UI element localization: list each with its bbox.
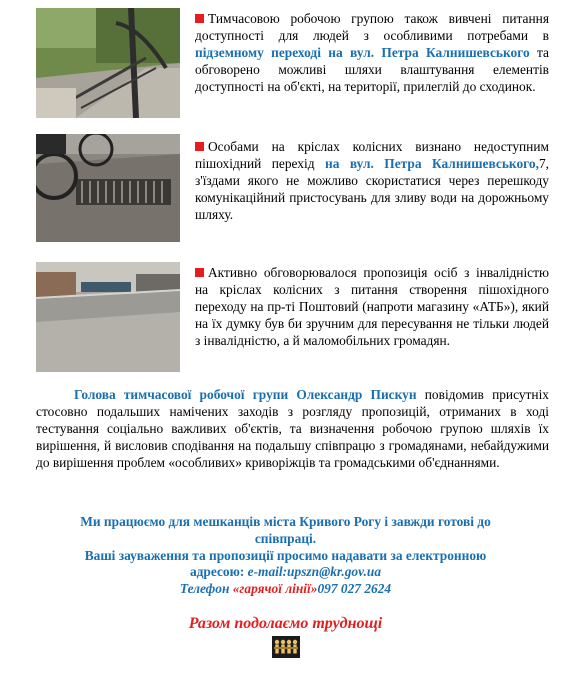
- email-prefix: адресою:: [189, 564, 248, 579]
- section-new-crossing-text: Активно обговорювалося пропозиція осіб з інвалідністю на кріслах колісних з питання створення пішохідного переходу на пр-ті Поштовий (напроти магазину «АТБ»), який на їх думку був би зручним для пересування не тільки людей з інвалідністю, а й маломобільних громадян.: [195, 265, 549, 348]
- section-underpass-text-b: та обговорено можливі шляхи влаштування елементів доступності на об'єкті, на території, прилеглій до сходинок.: [195, 45, 549, 94]
- footer-line-1: Ми працюємо для мешканців міста Кривого Рогу і завжди готові до: [80, 514, 491, 529]
- section-underpass-highlight: підземному переході на вул. Петра Калнишевського: [195, 45, 530, 60]
- section-underpass: [195, 10, 549, 95]
- drain-crossing-photo: [36, 134, 180, 242]
- red-square-bullet: [195, 14, 204, 23]
- footer-email-line: [0, 563, 571, 580]
- closing-slogan: Разом подолаємо труднощі: [188, 615, 383, 632]
- summary-head: Голова тимчасової робочої групи Олександр Пискун: [74, 387, 417, 402]
- section-drain-text-b: 7, з'їздами якого не можливо скористатися через перешкоду комунікаційний пристосувань для зливу води на дорожньому шляху.: [195, 156, 549, 222]
- section-new-crossing: [195, 264, 549, 349]
- email-link[interactable]: e-mail:upszn@kr.gov.ua: [247, 564, 382, 579]
- red-square-bullet: [195, 142, 204, 151]
- underpass-photo: [36, 8, 180, 118]
- section-underpass-text-a: Тимчасовою робочою групою також вивчені питання доступності для людей з особливими потребами в: [195, 11, 549, 43]
- section-drain-highlight: на вул. Петра Калнишевського,: [324, 156, 539, 171]
- summary-paragraph: [36, 386, 549, 471]
- street-crossing-photo: [36, 262, 180, 372]
- footer-line-3: Ваші зауваження та пропозиції просимо надавати за електронною: [84, 548, 487, 563]
- section-drain-text-a: Особами на кріслах колісних визнано недоступним пішохідний перехід: [195, 139, 549, 171]
- phone-number[interactable]: 097 027 2624: [317, 581, 392, 596]
- summary-text: повідомив присутніх стосовно подальших намічених заходів з розгляду пропозицій, отриманих в ході тестування соціально важливих об'єктів, та визначення робочою групою шляхів їх вирішення, й висловив сподівання на подальшу співпрацю з громадянами, небайдужими до вирішення проблем «особливих» криворіжців та громадськими об'єднаннями.: [36, 387, 549, 470]
- red-square-bullet: [195, 268, 204, 277]
- section-drain-crossing: [195, 138, 549, 223]
- phone-prefix: Телефон: [179, 581, 233, 596]
- phone-label: «гарячої лінії»: [232, 581, 318, 596]
- footer-phone-line: [0, 580, 571, 597]
- footer-line-2: співпраці.: [254, 531, 317, 546]
- people-group-icon: [272, 636, 300, 658]
